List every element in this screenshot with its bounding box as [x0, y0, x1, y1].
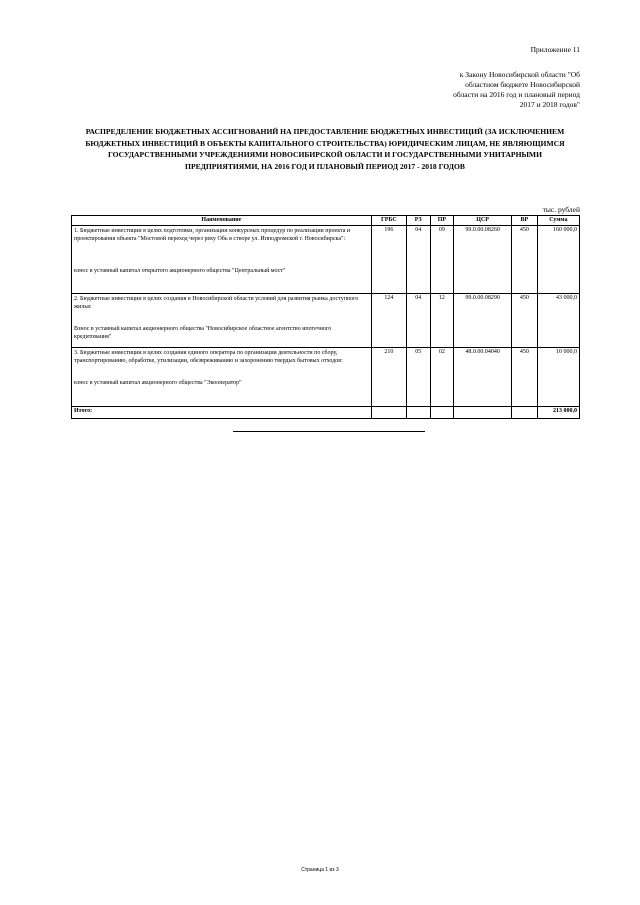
cell-csr: 99.0.00.08260 [454, 226, 512, 294]
total-sum: 213 000,0 [537, 407, 579, 419]
cell-grbs: 196 [371, 226, 406, 294]
cell-grbs: 124 [371, 294, 406, 348]
row-subitem: Взнос в уставный капитал акционерного общества "Новосибирское областное агентство ипотечного кредитования" [74, 326, 332, 340]
cell-vr: 450 [511, 348, 537, 407]
cell-vr: 450 [511, 226, 537, 294]
column-header-csr: ЦСР [454, 216, 512, 226]
table-header-row [72, 216, 580, 226]
row-name: 2. Бюджетные инвестиции в целях создания в Новосибирской области условий для развития рынка доступного жилья: [74, 296, 359, 310]
cell-vr: 450 [511, 294, 537, 348]
cell-pr: 02 [430, 348, 454, 407]
cell-rz: 04 [406, 226, 430, 294]
appendix-ref-line: 2017 и 2018 годов" [519, 100, 580, 109]
cell-csr: 48.0.00.04040 [454, 348, 512, 407]
total-label: Итого: [72, 407, 372, 419]
unit-label: тыс. рублей [542, 205, 580, 214]
appendix-reference [380, 70, 580, 110]
cell-grbs: 210 [371, 348, 406, 407]
row-name: 1. Бюджетные инвестиции в целях подготовки, организации конкурсных процедур по реализации проекта и проектирования объекта "Мостовой переход через реку Обь в створе ул. Ипподромской г. Новосибирска": [74, 228, 351, 242]
cell-pr: 12 [430, 294, 454, 348]
column-header-grbs: ГРБС [371, 216, 406, 226]
cell-sum: 160 000,0 [537, 226, 579, 294]
page-number: Страница 1 из 3 [301, 867, 339, 873]
empty-cell [430, 407, 454, 419]
cell-sum: 43 000,0 [537, 294, 579, 348]
row-name-cell [72, 348, 372, 407]
cell-sum: 10 000,0 [537, 348, 579, 407]
appendix-ref-line: области на 2016 год и плановый период [453, 90, 580, 99]
document-title: РАСПРЕДЕЛЕНИЕ БЮДЖЕТНЫХ АССИГНОВАНИЙ НА ПРЕДОСТАВЛЕНИЕ БЮДЖЕТНЫХ ИНВЕСТИЦИЙ (ЗА ИСКЛЮЧЕНИЕМ БЮДЖЕТНЫХ ИНВЕСТИЦИЙ В ОБЪЕКТЫ КАПИТАЛЬНОГО СТРОИТЕЛЬСТВА) ЮРИДИЧЕСКИМ ЛИЦАМ, НЕ ЯВЛЯЮЩИМСЯ ГОСУДАРСТВЕННЫМИ УЧРЕЖДЕНИЯМИ НОВОСИБИРСКОЙ ОБЛАСТИ И ГОСУДАРСТВЕННЫМИ УНИТАРНЫМИ ПРЕДПРИЯТИЯМИ, НА 2016 ГОД И ПЛАНОВЫЙ ПЕРИОД 2017 - 2018 ГОДОВ [85, 127, 565, 171]
column-header-rz: РЗ [406, 216, 430, 226]
cell-csr: 99.0.00.08290 [454, 294, 512, 348]
investment-table [71, 215, 580, 419]
empty-cell [511, 407, 537, 419]
empty-cell [454, 407, 512, 419]
cell-rz: 04 [406, 294, 430, 348]
table-row [72, 348, 580, 407]
column-header-vr: ВР [511, 216, 537, 226]
cell-pr: 09 [430, 226, 454, 294]
column-header-sum: Сумма [537, 216, 579, 226]
total-row [72, 407, 580, 419]
cell-rz: 05 [406, 348, 430, 407]
row-subitem: взнос в уставный капитал акционерного общества "Экооператор" [74, 380, 242, 386]
separator-line [233, 431, 425, 432]
row-name-cell [72, 226, 372, 294]
row-name-cell [72, 294, 372, 348]
row-subitem: взнос в уставный капитал открытого акционерного общества "Центральный мост" [74, 268, 286, 274]
appendix-ref-line: к Закону Новосибирской области "Об [459, 70, 580, 79]
empty-cell [406, 407, 430, 419]
appendix-ref-line: областном бюджете Новосибирской [465, 80, 580, 89]
table-row [72, 226, 580, 294]
table-row [72, 294, 580, 348]
row-name: 3. Бюджетные инвестиции в целях создания единого оператора по организации деятельности по сбору, транспортированию, обработке, утилизации, обезвреживанию и захоронению твердых бытовых отходов: [74, 350, 343, 364]
column-header-pr: ПР [430, 216, 454, 226]
empty-cell [371, 407, 406, 419]
column-header-name: Наименование [72, 216, 372, 226]
appendix-number: Приложение 11 [530, 45, 580, 54]
